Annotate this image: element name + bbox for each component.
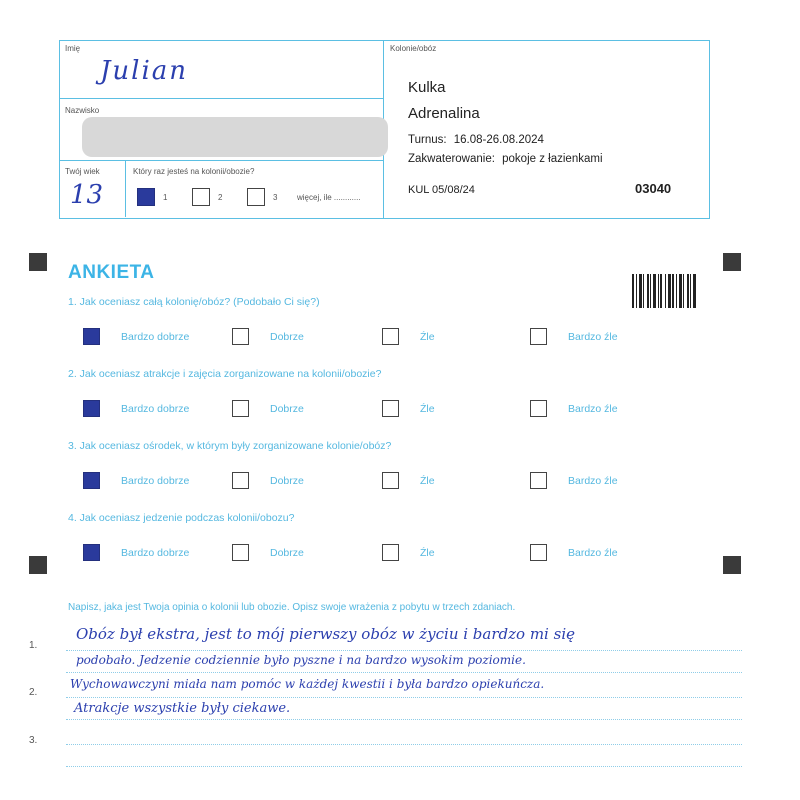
turnus-label: Turnus: [408, 134, 447, 146]
question-2-option-2-checkbox[interactable] [232, 400, 249, 417]
handwritten-line-3[interactable]: Wychowawczyni miała nam pomóc w każdej kwestii i była bardzo opiekuńcza. [70, 677, 545, 691]
question-4-text: 4. Jak oceniasz jedzenie podczas kolonii/obozu? [68, 512, 295, 524]
first-name-value[interactable]: Julian [100, 56, 189, 86]
question-3-option-1-label: Bardzo dobrze [121, 475, 190, 487]
times-label: Który raz jesteś na kolonii/obozie? [133, 167, 255, 176]
question-3-option-4-label: Bardzo źle [568, 475, 618, 487]
line-number-3: 3. [29, 735, 38, 746]
answer-line [66, 650, 742, 651]
question-2-option-4-label: Bardzo źle [568, 403, 618, 415]
times-option-3-checkbox[interactable] [247, 188, 265, 206]
question-1-option-1-label: Bardzo dobrze [121, 331, 190, 343]
answer-line [66, 744, 742, 745]
question-2-option-2-label: Dobrze [270, 403, 304, 415]
registration-marker-bottom-left [29, 556, 47, 574]
times-option-1-label: 1 [163, 193, 168, 202]
turnus-value: 16.08-26.08.2024 [453, 134, 544, 146]
last-name-redaction [82, 117, 388, 157]
times-more-label: więcej, ile ............ [297, 193, 361, 202]
answer-line [66, 719, 742, 720]
line-number-1: 1. [29, 640, 38, 651]
handwritten-line-1[interactable]: Obóz był ekstra, jest to mój pierwszy obóz w życiu i bardzo mi się [76, 625, 575, 643]
lodging-label: Zakwaterowanie: [408, 153, 495, 165]
lodging-value: pokoje z łazienkami [502, 153, 603, 165]
question-2-option-3-checkbox[interactable] [382, 400, 399, 417]
identity-divider-2 [59, 160, 384, 161]
question-1-option-4-checkbox[interactable] [530, 328, 547, 345]
camp-type: Adrenalina [408, 105, 480, 122]
camp-code: KUL 05/08/24 [408, 184, 475, 196]
answer-line [66, 766, 742, 767]
turnus-row [408, 134, 544, 146]
registration-marker-top-right [723, 253, 741, 271]
registration-marker-bottom-right [723, 556, 741, 574]
question-4-option-2-label: Dobrze [270, 547, 304, 559]
line-number-2: 2. [29, 687, 38, 698]
times-option-2-label: 2 [218, 193, 223, 202]
answer-line [66, 697, 742, 698]
question-4-option-3-label: Źle [420, 547, 435, 559]
question-2-option-4-checkbox[interactable] [530, 400, 547, 417]
question-4-option-4-label: Bardzo źle [568, 547, 618, 559]
question-3-text: 3. Jak oceniasz ośrodek, w którym były zorganizowane kolonie/obóz? [68, 440, 392, 452]
question-1-option-1-checkbox[interactable] [83, 328, 100, 345]
question-2-option-1-checkbox[interactable] [83, 400, 100, 417]
form-number: 03040 [635, 181, 672, 196]
survey-title: ANKIETA [68, 262, 155, 283]
question-2-text: 2. Jak oceniasz atrakcje i zajęcia zorganizowane na kolonii/obozie? [68, 368, 382, 380]
times-option-1-checkbox[interactable] [137, 188, 155, 206]
question-1-option-3-label: Źle [420, 331, 435, 343]
question-1-option-2-checkbox[interactable] [232, 328, 249, 345]
age-divider [125, 160, 126, 217]
question-3-option-2-checkbox[interactable] [232, 472, 249, 489]
question-3-option-3-label: Źle [420, 475, 435, 487]
question-3-option-4-checkbox[interactable] [530, 472, 547, 489]
handwritten-line-2[interactable]: podobało. Jedzenie codziennie było pyszne i na bardzo wysokim poziomie. [76, 653, 526, 667]
question-1-option-3-checkbox[interactable] [382, 328, 399, 345]
question-2-option-3-label: Źle [420, 403, 435, 415]
times-option-3-label: 3 [273, 193, 278, 202]
last-name-label: Nazwisko [65, 106, 100, 115]
first-name-label: Imię [65, 44, 81, 53]
question-1-option-2-label: Dobrze [270, 331, 304, 343]
handwritten-line-4[interactable]: Atrakcje wszystkie były ciekawe. [74, 701, 291, 716]
question-4-option-1-checkbox[interactable] [83, 544, 100, 561]
question-4-option-2-checkbox[interactable] [232, 544, 249, 561]
camp-name: Kulka [408, 79, 446, 96]
answer-line [66, 672, 742, 673]
age-label: Twój wiek [65, 167, 100, 176]
identity-divider-1 [59, 98, 384, 99]
question-4-option-4-checkbox[interactable] [530, 544, 547, 561]
registration-marker-top-left [29, 253, 47, 271]
age-value[interactable]: 13 [70, 180, 104, 210]
camp-label: Kolonie/obóz [390, 44, 437, 53]
opinion-prompt: Napisz, jaka jest Twoja opinia o kolonii lub obozie. Opisz swoje wrażenia z pobytu w trzech zdaniach. [68, 602, 516, 613]
question-3-option-1-checkbox[interactable] [83, 472, 100, 489]
question-4-option-3-checkbox[interactable] [382, 544, 399, 561]
question-1-text: 1. Jak oceniasz całą kolonię/obóz? (Podobało Ci się?) [68, 296, 320, 308]
lodging-row [408, 153, 603, 165]
question-3-option-3-checkbox[interactable] [382, 472, 399, 489]
question-4-option-1-label: Bardzo dobrze [121, 547, 190, 559]
barcode [632, 274, 696, 308]
question-3-option-2-label: Dobrze [270, 475, 304, 487]
question-2-option-1-label: Bardzo dobrze [121, 403, 190, 415]
question-1-option-4-label: Bardzo źle [568, 331, 618, 343]
times-option-2-checkbox[interactable] [192, 188, 210, 206]
